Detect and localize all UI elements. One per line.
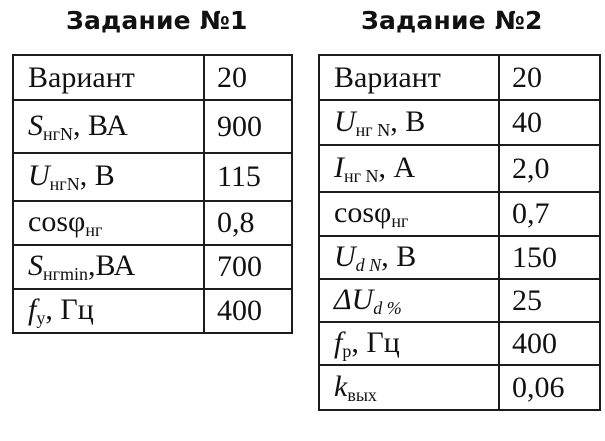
param-value: 0,06: [499, 365, 600, 410]
param-label: [13, 100, 204, 153]
table-row: [319, 322, 600, 365]
param-value: 400: [204, 289, 292, 333]
param-value: 0,8: [204, 201, 292, 245]
table-row: [319, 100, 600, 145]
table-row: [13, 289, 292, 333]
param-unit: , В: [390, 104, 426, 138]
param-symbol: U: [334, 239, 356, 273]
param-value: 25: [499, 279, 600, 322]
table-row: [319, 145, 600, 192]
param-unit: , ВА: [73, 108, 128, 142]
param-unit: , В: [381, 239, 417, 273]
param-label: [319, 365, 499, 410]
table-row: [319, 279, 600, 322]
param-label: [13, 55, 204, 100]
param-label-text: Вариант: [334, 60, 441, 94]
param-label: [319, 322, 499, 365]
param-subscript: нг N: [344, 165, 379, 186]
param-subscript: нг: [391, 211, 409, 231]
param-symbol: U: [334, 104, 356, 138]
param-symbol: S: [28, 249, 43, 282]
param-unit: ,ВА: [88, 249, 136, 282]
table-row: [319, 55, 600, 100]
param-label: [319, 279, 499, 322]
param-subscript: нгN: [49, 174, 80, 194]
table-row: [319, 192, 600, 236]
param-symbol: cosφ: [334, 196, 392, 229]
param-unit: , Гц: [351, 325, 400, 359]
table-row: [13, 201, 292, 245]
param-value: 20: [204, 55, 292, 100]
param-subscript: нг N: [355, 119, 391, 140]
param-symbol: S: [28, 108, 43, 142]
param-subscript: d N: [355, 254, 382, 275]
param-symbol: k: [334, 369, 348, 403]
param-subscript: у: [36, 308, 46, 328]
task1-table: [12, 54, 293, 334]
param-symbol: ΔU: [334, 282, 374, 316]
param-value: 20: [499, 55, 600, 100]
param-label: [319, 100, 499, 145]
table-row: [319, 236, 600, 279]
param-value: 2,0: [499, 145, 600, 192]
param-label: [13, 245, 204, 289]
table-row: [13, 153, 292, 201]
param-subscript: нгmin: [43, 264, 89, 284]
param-value: 150: [499, 236, 600, 279]
param-unit: , А: [378, 150, 416, 184]
param-label: [319, 55, 499, 100]
param-subscript: d %: [373, 297, 402, 318]
param-label: [319, 145, 499, 192]
param-symbol: f: [334, 325, 343, 359]
param-label: [13, 201, 204, 245]
param-subscript: р: [342, 340, 352, 361]
param-symbol: U: [28, 159, 50, 192]
table-row: [13, 245, 292, 289]
param-unit: , Гц: [45, 293, 94, 326]
param-subscript: нгN: [43, 123, 74, 144]
param-value: 40: [499, 100, 600, 145]
param-label: [13, 289, 204, 333]
param-symbol: cosφ: [28, 205, 86, 238]
param-value: 400: [499, 322, 600, 365]
param-value: 115: [204, 153, 292, 201]
task2-title: Задание №2: [361, 6, 543, 35]
param-value: 700: [204, 245, 292, 289]
table-row: [319, 365, 600, 410]
param-symbol: I: [334, 150, 344, 184]
param-label: [319, 192, 499, 236]
param-symbol: f: [28, 293, 37, 326]
param-subscript: нг: [85, 220, 103, 240]
param-subscript: вых: [347, 384, 377, 405]
table-row: [13, 100, 292, 153]
param-label: [319, 236, 499, 279]
param-label: [13, 153, 204, 201]
table-row: [13, 55, 292, 100]
task2-table: [318, 54, 601, 411]
param-value: 0,7: [499, 192, 600, 236]
param-value: 900: [204, 100, 292, 153]
param-unit: , В: [79, 159, 115, 192]
task1-title: Задание №1: [66, 6, 248, 35]
param-label-text: Вариант: [28, 60, 135, 94]
